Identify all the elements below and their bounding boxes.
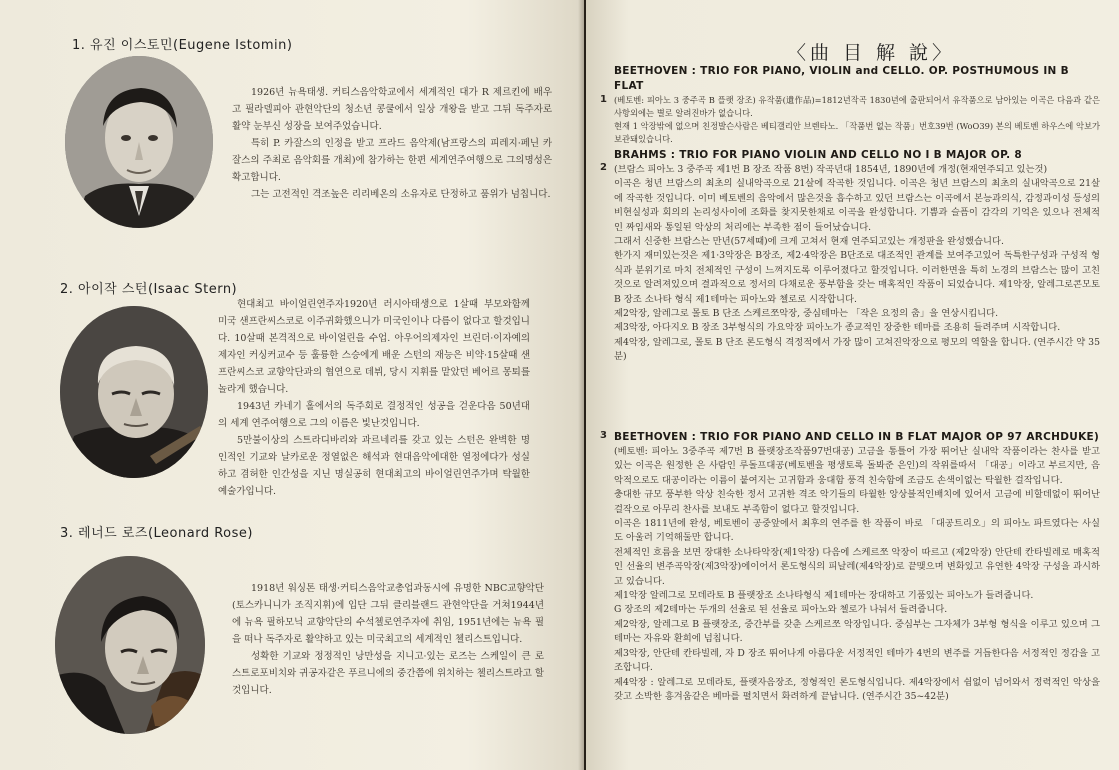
bio-paragraph: 그는 고전적인 격조높은 리리베온의 소유자로 단정하고 품위가 넘칩니다. <box>251 189 551 200</box>
section-number: 1 <box>600 94 607 105</box>
program-section-3 <box>600 430 1100 704</box>
bio-paragraph: 5만불이상의 스트라디바리와 과르네리를 갖고 있는 스턴은 완벽한 명인적인 기교와 날카로운 정열없은 해석과 현대음악에대한 열정에다가 성실하고 겸허한 인간성을 지닌 명실공히 현대최고의 바이얼린연주가며 탁월한 예술가입니다. <box>218 435 530 497</box>
section-paragraph: 제2악장, 알레그로 B 플랫장조, 중간부를 갖춘 스케르쪼 악장입니다. 중심부는 그자체가 3부형 형식을 이루고 있으며 그 테마는 자유와 환희에 넘칩니다. <box>614 618 1100 645</box>
performer-heading-stern: 2. 아이작 스턴(Isaac Stern) <box>60 282 238 297</box>
portrait-rose <box>55 556 205 734</box>
program-notes-title: 〈曲 目 解 說〉 <box>786 42 956 64</box>
bio-paragraph: 1926년 뉴욕태생. 커티스음악학교에서 세계적인 대가 R 제르킨에 배우고 필라델피아 관현악단의 청소년 콩쿨에서 일상 개왕을 받고 그뒤 독주자로 활약 눈부신 성장을 보여주었습니다. <box>232 87 552 132</box>
performer-heading-istomin: 1. 유진 이스토민(Eugene Istomin) <box>72 38 293 53</box>
bio-paragraph: 1943년 카네기 홀에서의 독주회로 결정적인 성공을 걷운다음 50년대의 세계 연주여행으로 그의 이름은 빛난것입니다. <box>218 401 530 429</box>
portrait-stern <box>60 306 208 478</box>
section-paragraph: 제2악장, 알레그로 몰토 B 단조 스케르쪼악장, 중심테마는 「작은 요정의 춤」을 연상시킵니다. <box>614 308 999 320</box>
section-heading: BRAHMS : TRIO FOR PIANO VIOLIN AND CELLO NO I B MAJOR OP. 8 <box>614 149 1023 161</box>
right-page <box>586 0 1119 770</box>
program-section-1 <box>600 64 1100 146</box>
bio-paragraph: 성확한 기교와 정정적인 낭만성을 지니고·있는 로즈는 스케일이 큰 로스트로포비치와 귀공자같은 푸르니에의 중간쯤에 위치하는 첼리스트라고 할것입니다. <box>232 651 544 696</box>
section-paragraph: 제4악장, 알레그로, 몰토 B 단조 론도형식 격정적에서 가장 많이 고쳐진악장으로 평모의 역할을 합니다. (연주시간 약 35분) <box>614 336 1100 363</box>
section-body <box>614 163 1100 365</box>
bio-paragraph: 특히 P. 카잘스의 인정을 받고 프라드 음악제(남프랑스의 피레지·페닌 카잘스의 주최로 음악회를 개최)에 참가하는 한편 세계연주여행으로 그의명성은 확고합니다. <box>232 138 552 183</box>
section-paragraph: 그래서 신중한 브람스는 만년(57세때)에 크게 고쳐서 현재 연주되고있는 개정판을 완성했습니다. <box>614 236 1004 248</box>
section-paragraph: (베토벤: 피아노 3 중주곡 B 플랫 장조) 유작품(遺作品)=1812년작곡 1830년에 출판되어서 유작품으로 남아있는 이곡은 다음과 같은 사항외에는 별로 알려진바가 없습니다. <box>614 95 1100 118</box>
section-paragraph: 이곡은 청년 브람스의 최초의 실내악곡으로 21살에 작곡한 것입니다. 이곡은 청년 브람스의 최초의 실내악곡으로 21살에 작곡한 것입니다. 이미 베토벤의 음악에서 많은것을 흡수하고 있던 브람스는 이곡에서 본능과의식, 감정과이성 등성의 비현실성과 회의의 논리성사이에 조화를 찾지못한채로 이곡을 완성합니다. 기쁨과 슬픔이 감각의 기억은 있으나 전체적인 짜임새와 통일된 악상의 처리에는 부족한 점이 들어났습니다. <box>614 178 1100 233</box>
portrait-rose-photo <box>55 556 205 734</box>
section-paragraph: 한가지 재미있는것은 제1·3악장은 B장조, 제2·4악장은 B단조로 대조적인 관계를 보여주고있어 독특한구성과 구성적 형식과 분위기로 마치 전체적인 구성이 느껴지도록 이루어졌다고 할것입니다. 이러한면을 특히 노경의 브람스는 많이 고친것으로 알려져있으며 결과적으로 정서의 다채로운 풍부함을 갖는 매혹적인 작품이 되었습니다. 제1악장, 알레그로콘모토 B 장조 소나타 형식 제1테마는 피아노와 첼로로 시작합니다. <box>614 250 1100 305</box>
section-paragraph: 제3악장, 아다지오 B 장조 3부형식의 가요악장 피아노가 종교적인 장중한 테마를 조용히 들려주며 시작합니다. <box>614 322 1061 334</box>
portrait-stern-photo <box>60 306 208 478</box>
bio-paragraph: 현대최고 바이얼린연주자1920년 러시아태생으로 1살때 부모와함께 미국 샌프란씨스코로 이주귀화했으니가 미국인이나 다름이 없다고 할것입니다. 10살때 본격적으로 바이얼린을 수업. 아우어의제자인 브린더·이자예의 제자인 커싱커교수 등 훌륭한 스승에게 배운 스턴의 재능은 비약·15살때 샌프란씨스코 교향악단과의 협연으로 데뷔, 당시 지휘를 맡았던 베어르 몽퇴를 놀라게 했습니다. <box>218 299 530 395</box>
section-paragraph: 이곡은 1811년에 완성, 베토벤이 공중앞에서 최후의 연주를 한 작품이 바로 「대공트리오」의 피아노 파트였다는 사실도 아울러 기억해둘만 합니다. <box>614 518 1100 544</box>
section-paragraph: (브람스 피아노 3 중주곡 제1번 B 장조 작품 8번) 작곡년대 1854년, 1890년에 개정(현재연주되고 있는것) <box>614 164 1048 175</box>
section-body <box>614 94 1100 146</box>
bio-stern <box>218 296 530 500</box>
section-number: 3 <box>600 430 607 441</box>
section-paragraph: 현재 1 악장밖에 없으며 친정발슨사람은 베티갤리안 브렌타노. 「작품번 없는 작품」번호39번 (WoO39) 본의 베토벤 하우스에 악보가 보관돼있습니다. <box>614 120 1100 144</box>
portrait-istomin-photo <box>65 56 213 228</box>
portrait-istomin <box>65 56 213 228</box>
section-paragraph: 전체적인 흐름을 보면 장대한 소나타악장(제1악장) 다음에 스케르쪼 악장이 따르고 (제2악장) 안단테 칸타빌레로 매혹적인 선율의 변주곡악장(제3악장)에이어서 론도형식의 피날레(제4악장)로 끝맺으며 변화있고 유연한 4악장 구성을 과시하고 있습니다. <box>614 546 1100 587</box>
section-heading: BEETHOVEN : TRIO FOR PIANO AND CELLO IN B FLAT MAJOR OP 97 ARCHDUKE) <box>614 431 1100 443</box>
section-paragraph: 제1악장 알레그로 모데라토 B 플랫장조 소나타형식 제1테마는 장대하고 기품있는 피아노가 들려줍니다. <box>614 590 1034 602</box>
section-paragraph: 충대한 규모 풍부한 악상 친숙한 정서 고귀한 격조 악기들의 타월한 앙상블적인배치에 있어서 고금에 비할데없이 뛰어난 걸작으로 아무리 찬사를 보내도 부족함이 없다고 할것입니다. <box>614 489 1100 515</box>
program-section-2 <box>600 148 1100 365</box>
section-paragraph: G 장조의 제2테마는 두개의 선율로 된 선율로 피아노와 첼로가 나눠서 들려줍니다. <box>614 604 948 616</box>
section-heading: BEETHOVEN : TRIO FOR PIANO, VIOLIN and CELLO. OP. POSTHUMOUS IN B FLAT <box>614 65 1069 92</box>
bio-istomin <box>232 84 552 203</box>
bio-rose <box>232 580 544 699</box>
performer-heading-rose: 3. 레너드 로즈(Leonard Rose) <box>60 526 253 541</box>
section-paragraph: 제3악장, 안단테 칸타빌레, 자 D 장조 뛰어나게 아름다운 서정적인 테마가 4번의 변주를 거듭한다음 서정적인 정감을 고조합니다. <box>614 647 1100 674</box>
section-paragraph: (베토벤: 피아노 3중주곡 제7번 B 플랫장조작품97번대공) 고금을 통틀어 가장 뛰어난 실내악 작품이라는 찬사를 받고 있는 이곡은 원정한 은 사람인 루돌프대공(베토벤을 평생토록 돌봐준 은인)의 작위를따서 「대공」이라고 부르지만, 음악적으로도 대공이라는 이름이 붙여지는 고귀함과 웅대함 풍격 친숙함에 조금도 손색이없는 탁월한 걸작입니다. <box>614 446 1100 486</box>
section-number: 2 <box>600 162 607 173</box>
bio-paragraph: 1918년 워싱톤 태생·커티스음악교총업과동시에 유명한 NBC교향악단(토스카니니가 조직지휘)에 입단 그뒤 클리블랜드 관현악단을 거쳐1944년에 뉴욕 필하모닉 교향악단의 수석첼로연주자에 취임, 1951년에는 뉴욕 필을 떠나 독주자로 활약하고 있는 미국최고의 세계적인 첼리스트입니다. <box>232 583 544 645</box>
section-paragraph: 제4악장 : 알레그로 모데라토, 플랫자음장조, 정형적인 론도형식입니다. 제4악장에서 쉼없이 넘어와서 정력적인 악상을 갖고 소박한 흥겨움같은 베마를 펼치면서 화려하게 끝납니다. (연주시간 35~42분) <box>614 676 1100 702</box>
section-body <box>614 445 1100 704</box>
